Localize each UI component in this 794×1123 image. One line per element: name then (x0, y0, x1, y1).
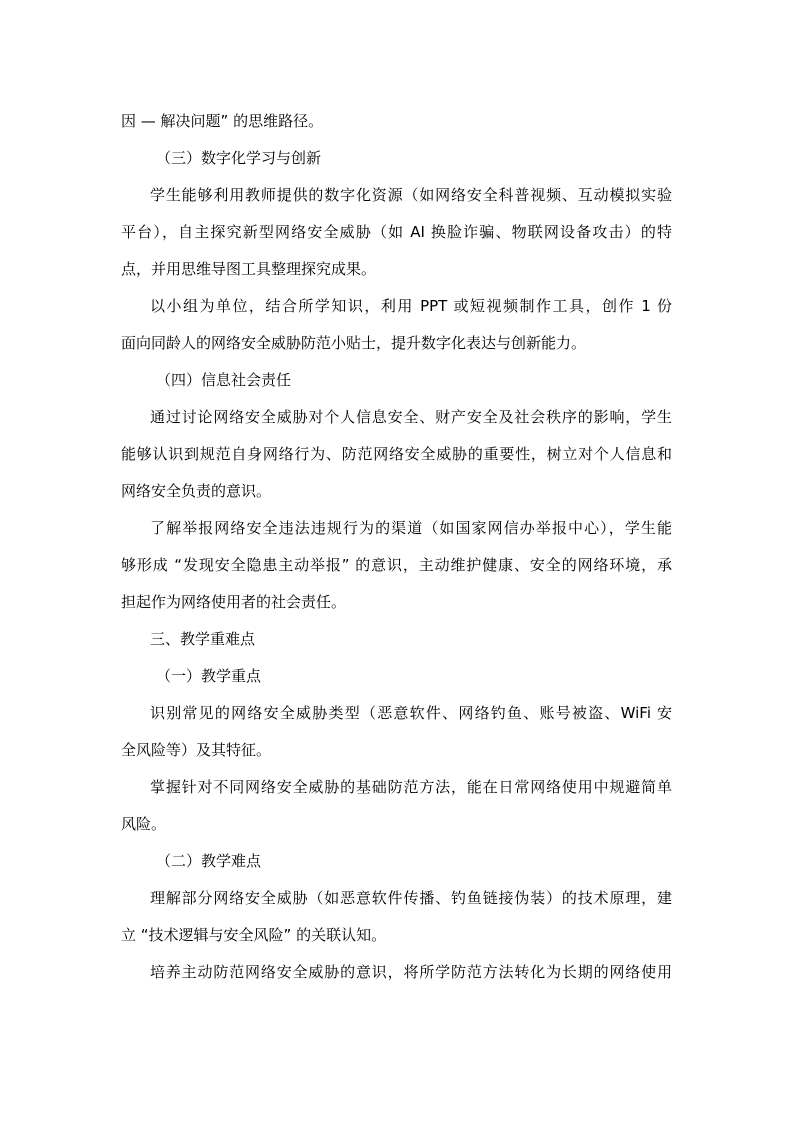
paragraph-line-6: 以小组为单位，结合所学知识，利用 PPT 或短视频制作工具，创作 1 份 (150, 297, 672, 315)
paragraph-line-18: 全风险等）及其特征。 (121, 741, 272, 759)
paragraph-line-12: 了解举报网络安全违法违规行为的渠道（如国家网信办举报中心），学生能 (150, 519, 672, 537)
paragraph-line-20: 风险。 (121, 815, 167, 833)
paragraph-line-22: 理解部分网络安全威胁（如恶意软件传播、钓鱼链接伪装）的技术原理，建 (150, 889, 672, 907)
paragraph-line-3: 学生能够利用教师提供的数字化资源（如网络安全科普视频、互动模拟实验 (150, 186, 672, 204)
paragraph-line-4: 平台），自主探究新型网络安全威胁（如 AI 换脸诈骗、物联网设备攻击）的特 (121, 223, 672, 241)
section-heading-digital-learning: （三）数字化学习与创新 (156, 149, 322, 167)
paragraph-line-19: 掌握针对不同网络安全威胁的基础防范方法，能在日常网络使用中规避简单 (150, 778, 672, 796)
section-heading-teaching-difficulty: （二）教学难点 (156, 852, 262, 870)
paragraph-line-10: 能够认识到规范自身网络行为、防范网络安全威胁的重要性，树立对个人信息和 (121, 445, 672, 463)
paragraph-line-23: 立 “技术逻辑与安全风险” 的关联认知。 (121, 926, 387, 944)
paragraph-line-13: 够形成 “发现安全隐患主动举报” 的意识，主动维护健康、安全的网络环境，承 (121, 556, 672, 574)
section-heading-teaching-focus: （一）教学重点 (156, 667, 262, 685)
section-heading-social-responsibility: （四）信息社会责任 (156, 371, 292, 389)
paragraph-line-17: 识别常见的网络安全威胁类型（恶意软件、网络钓鱼、账号被盗、WiFi 安 (150, 704, 672, 722)
paragraph-line-7: 面向同龄人的网络安全威胁防范小贴士，提升数字化表达与创新能力。 (121, 334, 587, 352)
paragraph-line-9: 通过讨论网络安全威胁对个人信息安全、财产安全及社会秩序的影响，学生 (150, 408, 672, 426)
paragraph-line-5: 点，并用思维导图工具整理探究成果。 (121, 260, 377, 278)
paragraph-line-14: 担起作为网络使用者的社会责任。 (121, 593, 347, 611)
paragraph-line-11: 网络安全负责的意识。 (121, 482, 272, 500)
paragraph-line-1: 因 — 解决问题” 的思维路径。 (121, 112, 324, 130)
paragraph-line-24: 培养主动防范网络安全威胁的意识，将所学防范方法转化为长期的网络使用 (150, 963, 672, 981)
section-heading-key-difficult-points: 三、教学重难点 (150, 630, 256, 648)
